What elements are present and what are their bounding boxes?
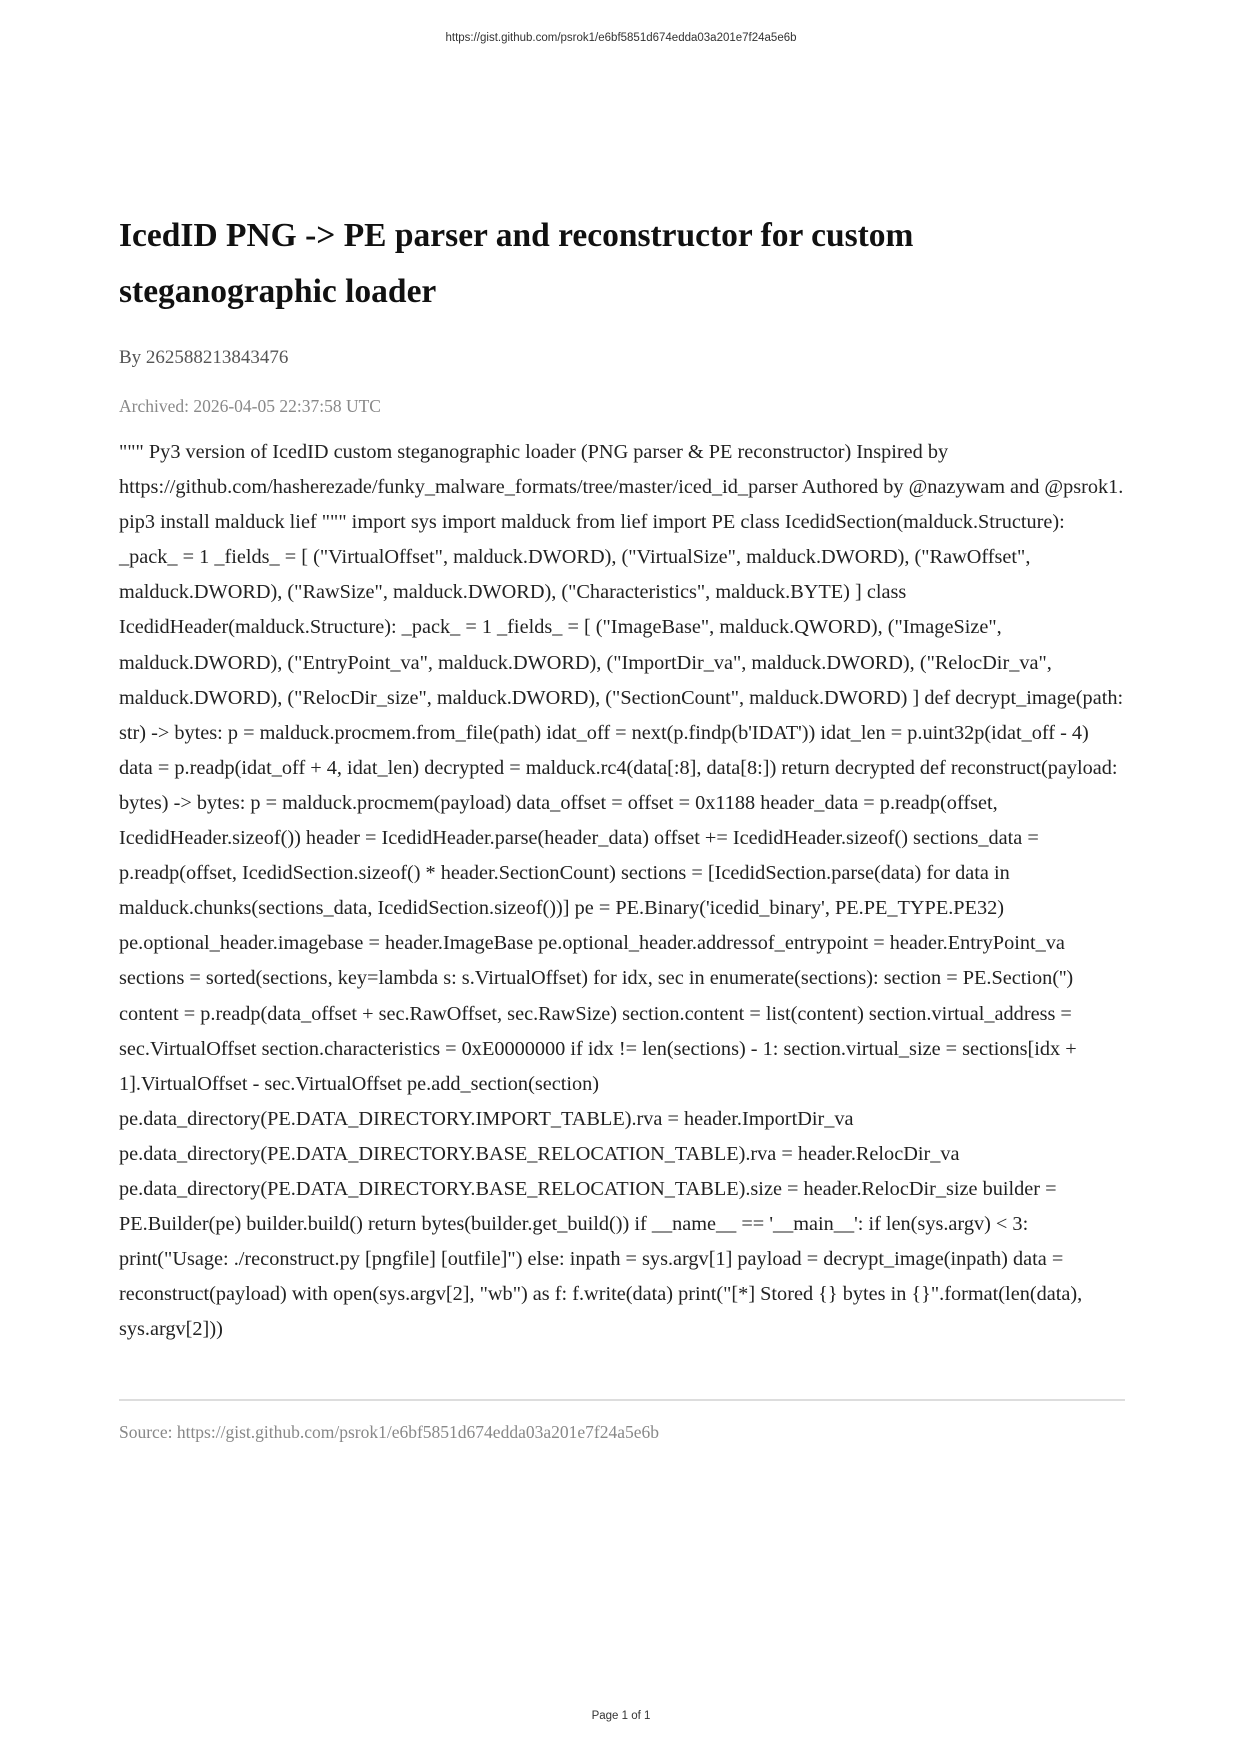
archived-timestamp: Archived: 2026-04-05 22:37:58 UTC — [119, 396, 381, 416]
page-number: Page 1 of 1 — [591, 1710, 651, 1722]
article-body: """ Py3 version of IcedID custom steganographic loader (PNG parser & PE reconstructor) Inspired by https://github.com/hasherezade/funky_malware_formats/tree/master/iced_id_parser Authored by @nazywam and @psrok1. pip3 install malduck lief """ import sys import malduck from lief import PE class IcedidSection(malduck.Structure): _pack_ = 1 _fields_ = [ ("VirtualOffset", malduck.DWORD), ("VirtualSize", malduck.DWORD), ("RawOffset", malduck.DWORD), ("RawSize", malduck.DWORD), ("Characteristics", malduck.BYTE) ] class IcedidHeader(malduck.Structure): _pack_ = 1 _fields_ = [ ("ImageBase", malduck.QWORD), ("ImageSize", malduck.DWORD), ("EntryPoint_va", malduck.DWORD), ("ImportDir_va", malduck.DWORD), ("RelocDir_va", malduck.DWORD), ("RelocDir_size", malduck.DWORD), ("SectionCount", malduck.DWORD) ] def decrypt_image(path: str) -> bytes: p = malduck.procmem.from_file(path) idat_off = next(p.findp(b'IDAT')) idat_len = p.uint32p(idat_off - 4) data = p.readp(idat_off + 4, idat_len) decrypted = malduck.rc4(data[:8], data[8:]) return decrypted def reconstruct(payload: bytes) -> bytes: p = malduck.procmem(payload) data_offset = offset = 0x1188 header_data = p.readp(offset, IcedidHeader.sizeof()) header = IcedidHeader.parse(header_data) offset += IcedidHeader.sizeof() sections_data = p.readp(offset, IcedidSection.sizeof() * header.SectionCount) sections = [IcedidSection.parse(data) for data in malduck.chunks(sections_data, IcedidSection.sizeof())] pe = PE.Binary('icedid_binary', PE.PE_TYPE.PE32) pe.optional_header.imagebase = header.ImageBase pe.optional_header.addressof_entrypoint = header.EntryPoint_va sections = sorted(sections, key=lambda s: s.VirtualOffset) for idx, sec in enumerate(sections): section = PE.Section('') content = p.readp(data_offset + sec.RawOffset, sec.RawSize) section.content = list(content) section.virtual_address = sec.VirtualOffset section.characteristics = 0xE0000000 if idx != len(sections) - 1: section.virtual_size = sections[idx + 1].VirtualOffset - sec.VirtualOffset pe.add_section(section) pe.data_directory(PE.DATA_DIRECTORY.IMPORT_TABLE).rva = header.ImportDir_va pe.data_directory(PE.DATA_DIRECTORY.BASE_RELOCATION_TABLE).rva = header.RelocDir_va pe.data_directory(PE.DATA_DIRECTORY.BASE_RELOCATION_TABLE).size = header.RelocDir_size builder = PE.Builder(pe) builder.build() return bytes(builder.get_build()) if __name__ == '__main__': if len(sys.argv) < 3: print("Usage: ./reconstruct.py [pngfile] [outfile]") else: inpath = sys.argv[1] payload = decrypt_image(inpath) data = reconstruct(payload) with open(sys.argv[2], "wb") as f: f.write(data) print("[*] Stored {} bytes in {}".format(len(data), sys.argv[2])) — [119, 441, 1124, 1341]
author-byline: By 262588213843476 — [119, 347, 289, 368]
page-title: IcedID PNG -> PE parser and reconstructor for custom steganographic loader — [119, 217, 914, 310]
source-link: Source: https://gist.github.com/psrok1/e6bf5851d674edda03a201e7f24a5e6b — [119, 1422, 659, 1443]
page-header-url: https://gist.github.com/psrok1/e6bf5851d674edda03a201e7f24a5e6b — [445, 32, 797, 44]
divider — [119, 1399, 1125, 1401]
article — [119, 208, 1125, 1443]
